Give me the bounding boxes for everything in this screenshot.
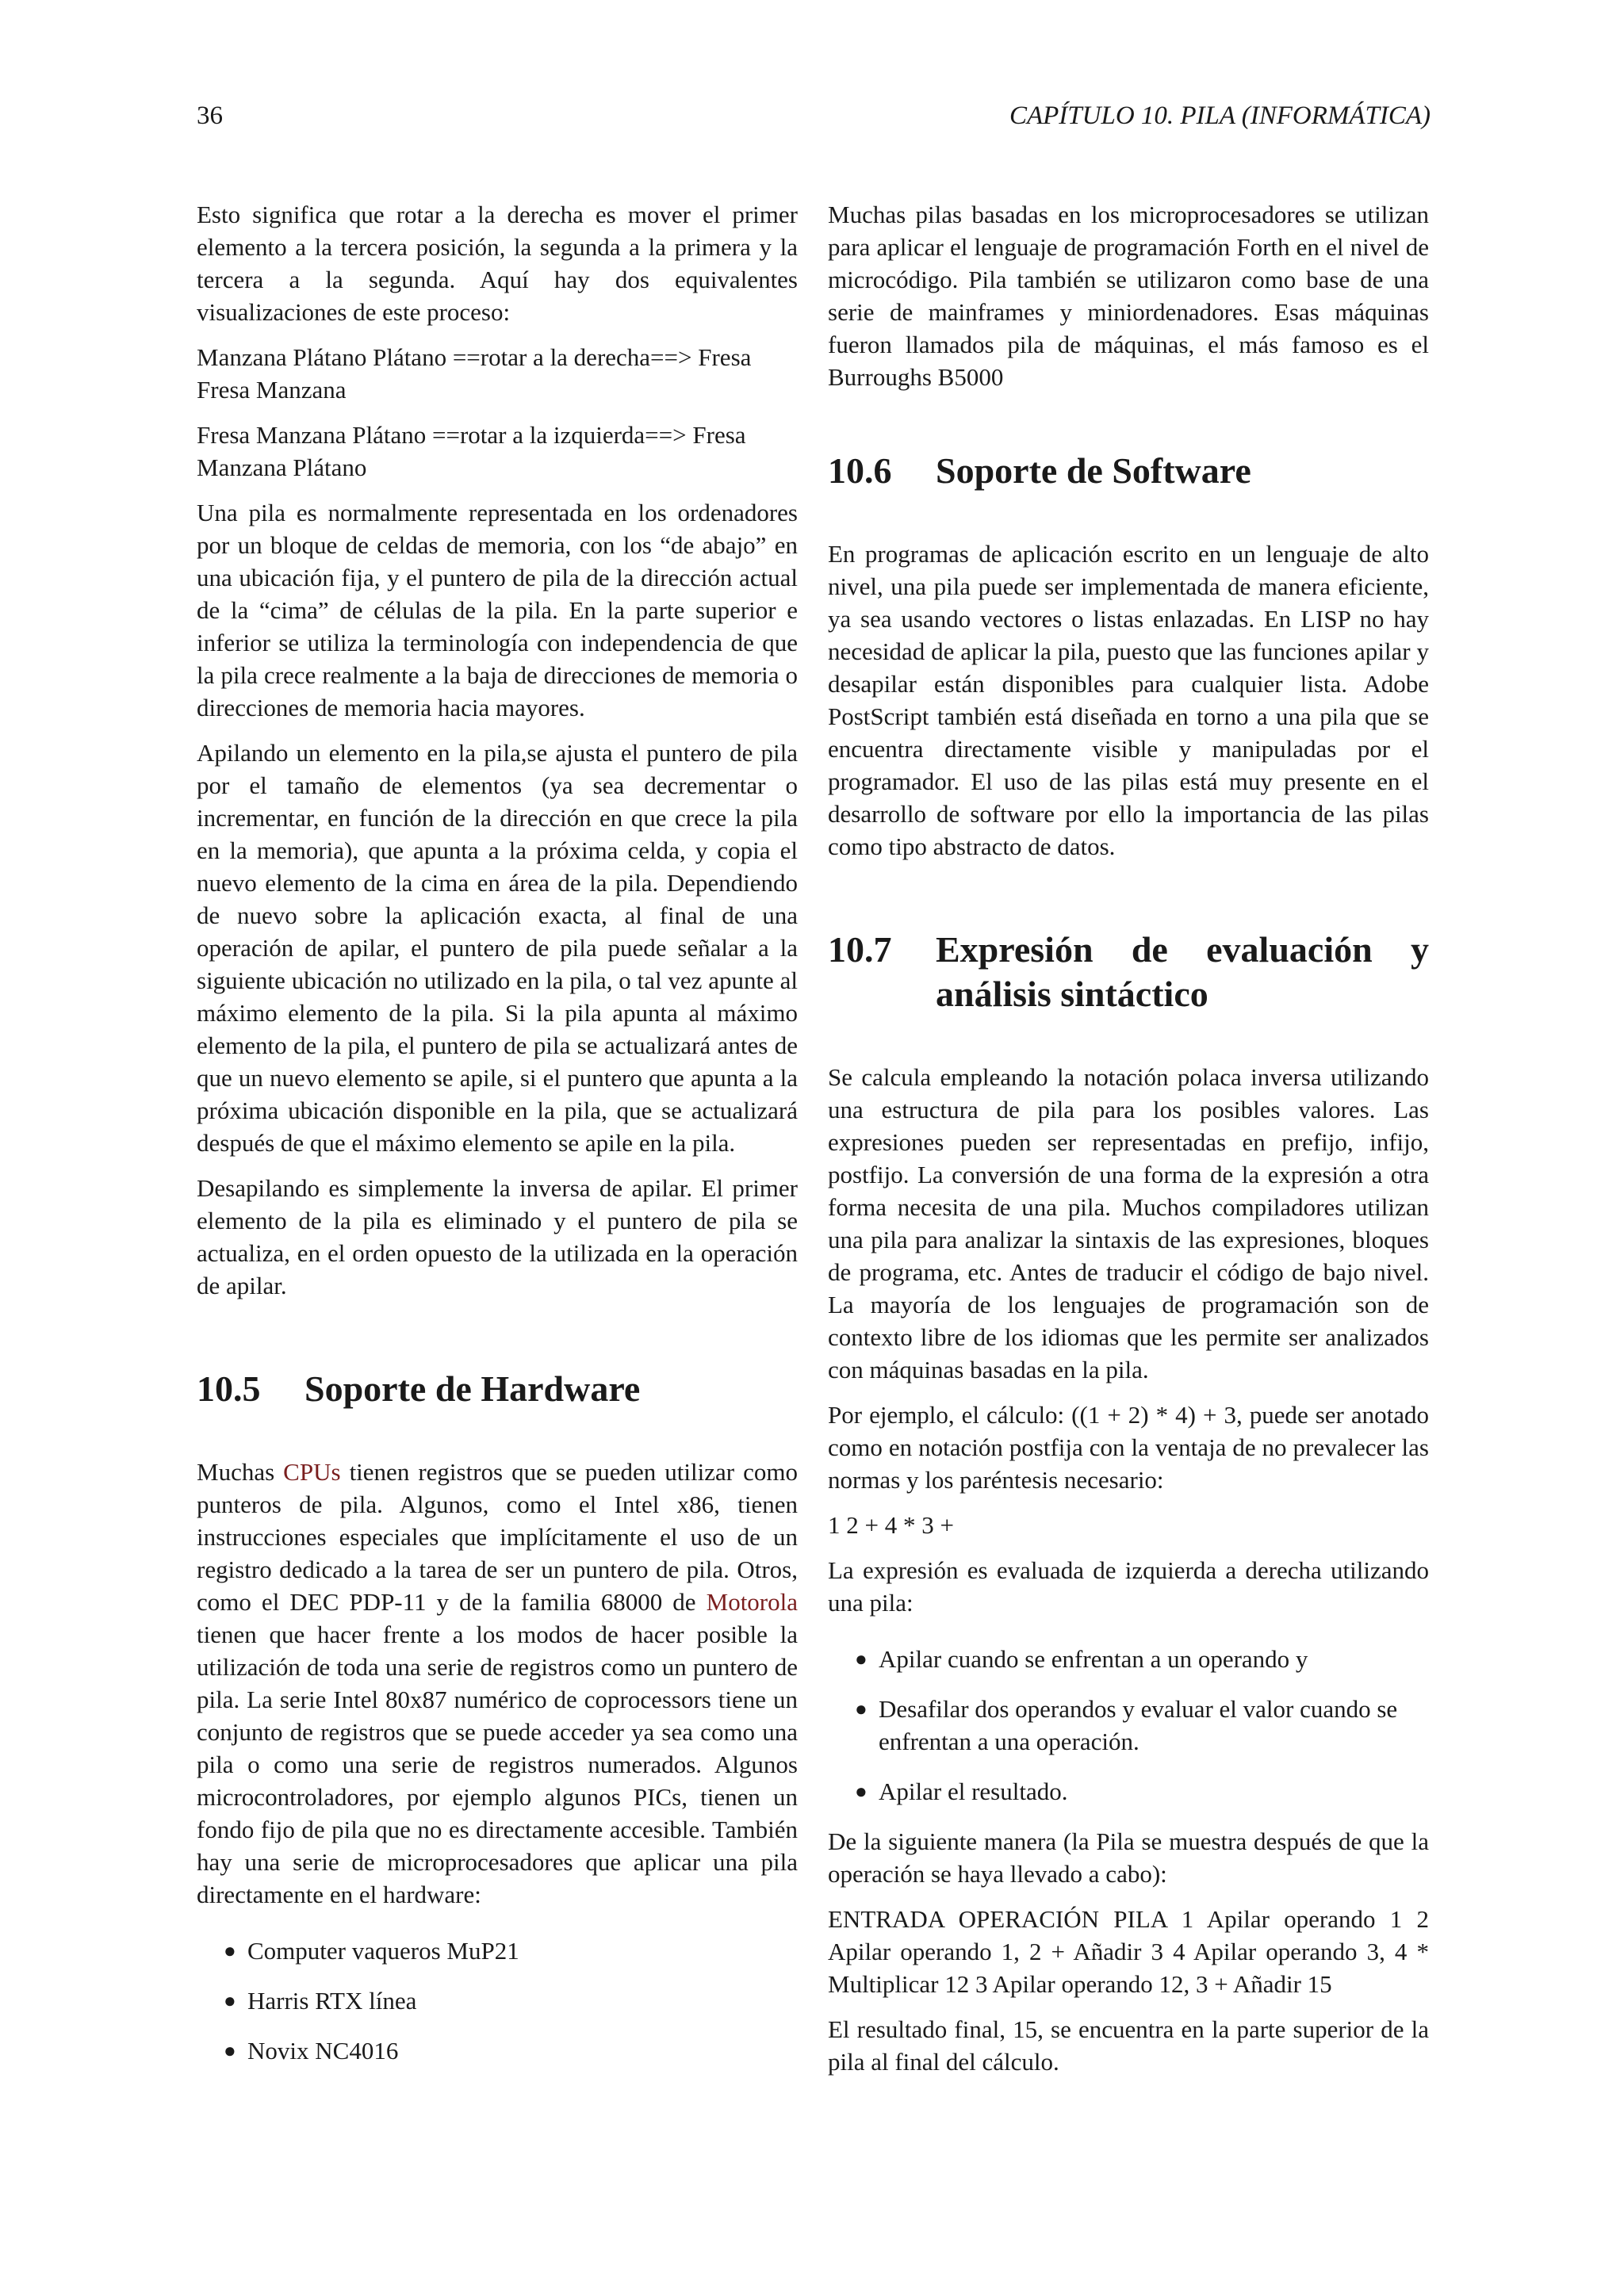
paragraph: Una pila es normalmente representada en los ordenadores por un bloque de celdas de memoria, con los “de abajo” en una ubicación fija, y el puntero de pila de la dirección actual de la “cima” de células de la pila. En la parte superior e inferior se utiliza la terminología con independencia de que la pila crece realmente a la baja de direcciones de memoria o direcciones de memoria hacia mayores. — [197, 499, 798, 721]
cpus-link[interactable]: CPUs — [283, 1458, 341, 1486]
section-heading-10-7 — [828, 928, 1429, 1016]
paragraph: Apilando un elemento en la pila,se ajusta el puntero de pila por el tamaño de elementos (ya sea decrementar o incrementar, en función de la dirección en que crece la pila en la memoria), que apunta a la próxima celda, y copia el nuevo elemento de la cima en área de la pila. Dependiendo de nuevo sobre la aplicación exacta, al final de una operación de apilar, el puntero de pila puede señalar a la siguiente ubicación no utilizado en la pila, o tal vez apunte al máximo elemento de la pila. Si la pila apunta al máximo elemento de la pila, el puntero de pila se actualizará antes de que un nuevo elemento se apile, si el puntero que apunta a la próxima ubicación disponible en la pila, que se actualizará después de que el máximo elemento se apile en la pila. — [197, 739, 798, 1157]
paragraph: La expresión es evaluada de izquierda a derecha utilizando una pila: — [828, 1556, 1429, 1617]
paragraph: En programas de aplicación escrito en un lenguaje de alto nivel, una pila puede ser implementada de manera eficiente, ya sea usando vectores o listas enlazadas. En LISP no hay necesidad de aplicar la pila, puesto que las funciones apilar y desapilar están disponibles para cualquier lista. Adobe PostScript también está diseñada en torno a una pila que se encuentra directamente visible y manipuladas por el programador. El uso de las pilas está muy presente en el desarrollo de software por ello la importancia de las pilas como tipo abstracto de datos. — [828, 540, 1429, 860]
bullet-icon: ● — [855, 1647, 868, 1670]
list-item: ● Novix NC4016 — [197, 2034, 798, 2067]
postfix-expression: 1 2 + 4 * 3 + — [828, 1511, 954, 1539]
motorola-link[interactable]: Motorola — [706, 1588, 798, 1616]
list-item: ● Apilar el resultado. — [828, 1775, 1429, 1808]
section-heading-10-5 — [197, 1367, 798, 1411]
paragraph: Esto significa que rotar a la derecha es mover el primer elemento a la tercera posición, la segunda a la primera y la tercera a la segunda. Aquí hay dos equivalentes visualizaciones de este proceso: — [197, 201, 798, 326]
section-title: Expresión de evaluación y análisis sintáctico — [936, 929, 1429, 1014]
paragraph: Se calcula empleando la notación polaca inversa utilizando una estructura de pila para los posibles valores. Las expresiones pueden ser representadas en prefijo, infijo, postfijo. La conversión de una forma de la expresión a otra forma necesita de una pila. Muchos compiladores utilizan una pila para analizar la sintaxis de las expresiones, bloques de programa, etc. Antes de traducir el código de bajo nivel. La mayoría de los lenguajes de programación son de contexto libre de los idiomas que les permite ser analizados con máquinas basadas en la pila. — [828, 1063, 1429, 1383]
bullet-icon: ● — [224, 1989, 236, 2012]
running-title: CAPÍTULO 10. PILA (INFORMÁTICA) — [1009, 101, 1431, 130]
section-title: Soporte de Software — [936, 450, 1251, 491]
paragraph: El resultado final, 15, se encuentra en la parte superior de la pila al final del cálculo. — [828, 2015, 1429, 2076]
section-number: 10.7 — [828, 929, 892, 970]
list-item: ● Desafilar dos operandos y evaluar el valor cuando se enfrentan a una operación. — [828, 1693, 1429, 1758]
list-item: ● Computer vaqueros MuP21 — [197, 1934, 798, 1967]
paragraph: ENTRADA OPERACIÓN PILA 1 Apilar operando 1 2 Apilar operando 1, 2 + Añadir 3 4 Apilar operando 3, 4 * Multiplicar 12 3 Apilar operando 12, 3 + Añadir 15 — [828, 1905, 1429, 1998]
list-item: ● Harris RTX línea — [197, 1984, 798, 2017]
paragraph: Muchas pilas basadas en los microprocesadores se utilizan para aplicar el lenguaje de programación Forth en el nivel de microcódigo. Pila también se utilizaron como base de una serie de mainframes y miniordenadores. Esas máquinas fueron llamados pila de máquinas, el más famoso es el Burroughs B5000 — [828, 201, 1429, 391]
paragraph: Por ejemplo, el cálculo: ((1 + 2) * 4) + 3, puede ser anotado como en notación postfija con la ventaja de no prevalecer las normas y los paréntesis necesario: — [828, 1401, 1429, 1494]
section-title: Soporte de Hardware — [304, 1368, 641, 1409]
section-number: 10.5 — [197, 1368, 261, 1409]
section-number: 10.6 — [828, 450, 892, 491]
paragraph: De la siguiente manera (la Pila se muestra después de que la operación se haya llevado a cabo): — [828, 1827, 1429, 1888]
bullet-icon: ● — [224, 2039, 236, 2062]
list-item: ● Apilar cuando se enfrentan a un operando y — [828, 1643, 1429, 1675]
paragraph: Desapilando es simplemente la inversa de apilar. El primer elemento de la pila es eliminado y el puntero de pila se actualiza, en el orden opuesto de la utilizada en la operación de apilar. — [197, 1174, 798, 1299]
paragraph: Manzana Plátano Plátano ==rotar a la derecha==> Fresa Fresa Manzana — [197, 343, 752, 404]
page-number: 36 — [197, 101, 223, 130]
bullet-icon: ● — [855, 1697, 868, 1720]
bullet-icon: ● — [224, 1939, 236, 1962]
hardware-list — [197, 1934, 798, 2067]
evaluation-steps-list — [828, 1643, 1429, 1808]
right-column — [828, 198, 1429, 2091]
left-column — [197, 198, 798, 2084]
bullet-icon: ● — [855, 1780, 868, 1803]
section-heading-10-6 — [828, 449, 1429, 493]
paragraph: Fresa Manzana Plátano ==rotar a la izquierda==> Fresa Manzana Plátano — [197, 421, 746, 481]
page-header — [197, 101, 1431, 140]
paragraph: Muchas CPUs tienen registros que se pueden utilizar como punteros de pila. Algunos, como el Intel x86, tienen instrucciones especiales que implícitamente el uso de un registro dedicado a la tarea de ser un puntero de pila. Otros, como el DEC PDP-11 y de la familia 68000 de Motorola tienen que hacer frente a los modos de hacer posible la utilización de toda una serie de registros como un puntero de pila. La serie Intel 80x87 numérico de coprocessors tiene un conjunto de registros que se puede acceder ya sea como una pila o como una serie de registros numerados. Algunos microcontroladores, por ejemplo algunos PICs, tienen un fondo fijo de pila que no es directamente accesible. También hay una serie de microprocesadores que aplicar una pila directamente en el hardware: — [197, 1458, 798, 1908]
